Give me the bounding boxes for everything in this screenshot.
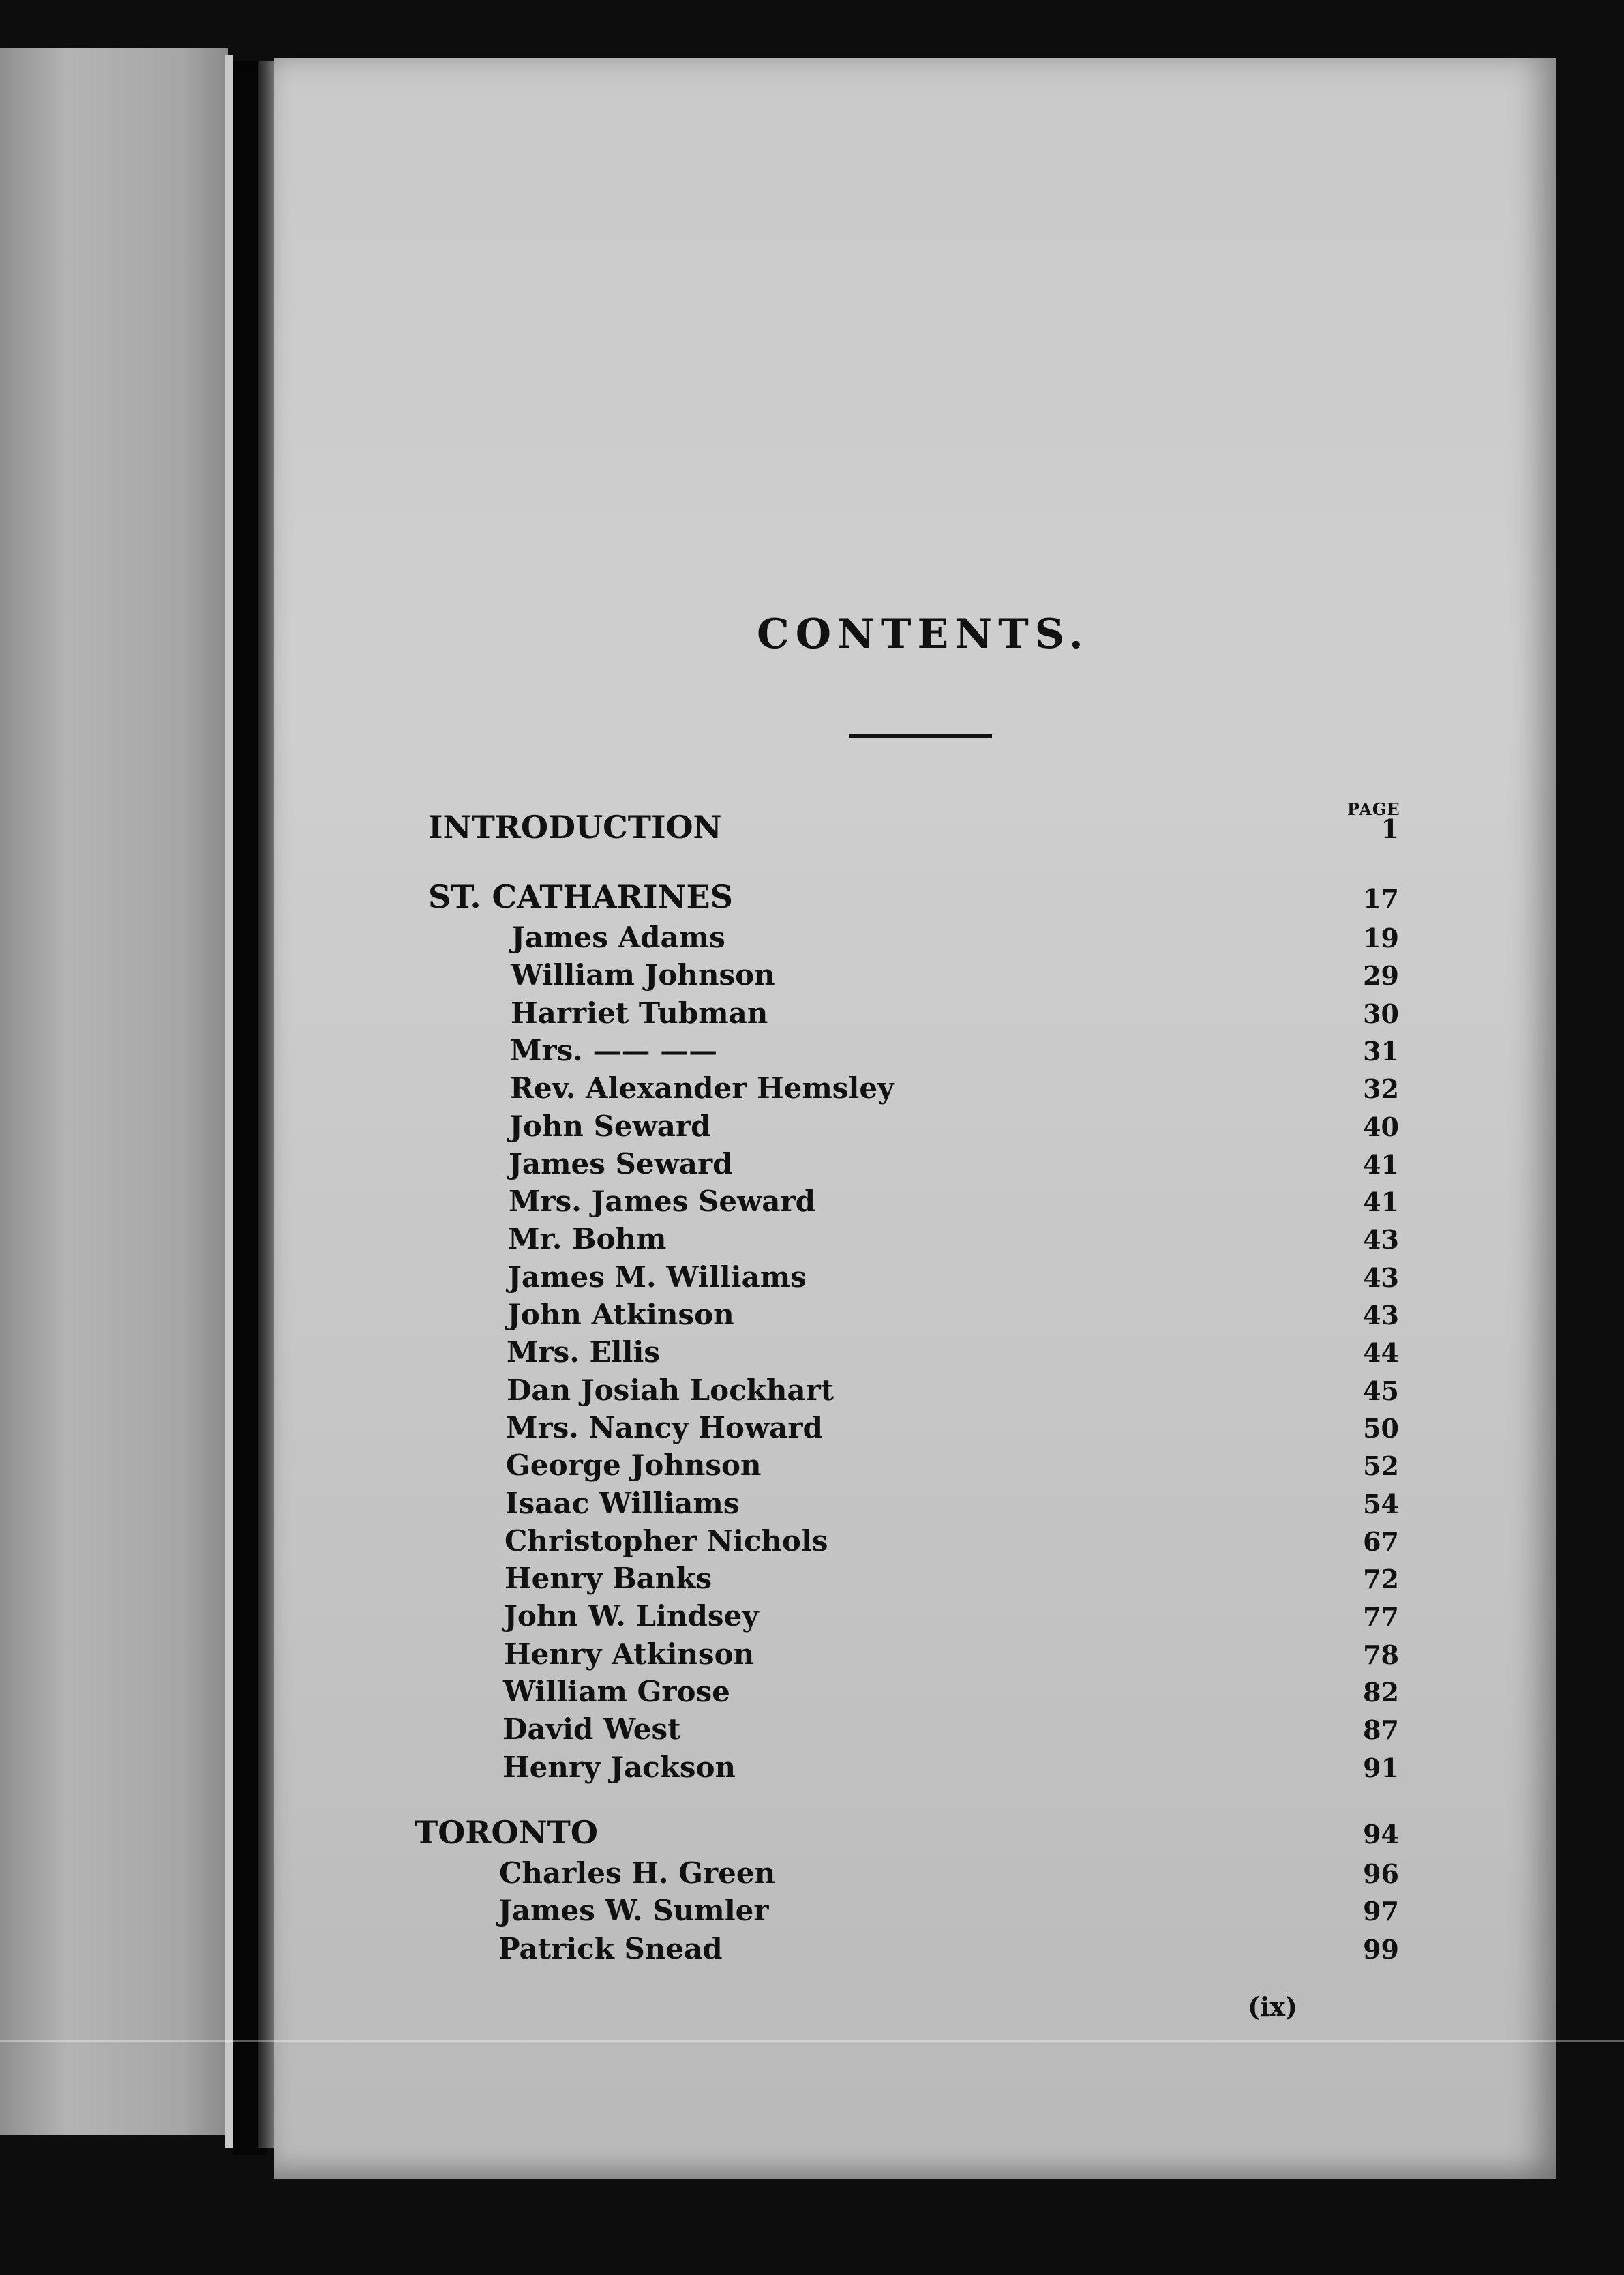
entry-title: George Johnson xyxy=(506,1448,762,1482)
dot-leader xyxy=(668,1356,1355,1362)
dot-leader xyxy=(742,1319,1355,1324)
page-number: 43 xyxy=(1363,1262,1399,1293)
entry-title: John Seward xyxy=(509,1110,711,1143)
page-number: 78 xyxy=(1363,1639,1399,1670)
dot-leader xyxy=(776,1017,1355,1023)
page-number: 50 xyxy=(1363,1413,1399,1444)
dot-leader xyxy=(824,1206,1355,1211)
page-number: 99 xyxy=(1363,1934,1399,1965)
entry-title: David West xyxy=(502,1712,681,1746)
dot-leader xyxy=(762,1659,1355,1664)
dot-leader xyxy=(777,1915,1355,1920)
toc-entry xyxy=(511,958,1399,992)
dot-leader xyxy=(675,1243,1355,1249)
dot-leader xyxy=(903,1092,1355,1098)
page-number: 45 xyxy=(1363,1376,1399,1406)
entry-title: John W. Lindsey xyxy=(504,1599,759,1633)
page-column-label: PAGE xyxy=(1347,799,1400,819)
dot-leader xyxy=(730,833,1358,838)
page-number: 94 xyxy=(1363,1819,1399,1849)
toc-entry xyxy=(502,1751,1399,1784)
section-title: TORONTO xyxy=(415,1814,598,1851)
toc-entry xyxy=(510,1034,1399,1067)
entry-title: Harriet Tubman xyxy=(511,996,768,1030)
page-number: 52 xyxy=(1363,1451,1399,1481)
section-title: ST. CATHARINES xyxy=(428,878,733,915)
entry-title: James W. Sumler xyxy=(498,1894,769,1927)
dot-leader xyxy=(741,902,1355,908)
entry-title: Dan Josiah Lockhart xyxy=(507,1373,834,1407)
entry-title: Charles H. Green xyxy=(499,1856,776,1890)
toc-entry xyxy=(510,1071,1399,1105)
section-title: INTRODUCTION xyxy=(428,809,722,846)
page-number: 72 xyxy=(1363,1564,1399,1594)
page-number: 54 xyxy=(1363,1489,1399,1519)
dot-leader xyxy=(783,979,1355,985)
page-number: 77 xyxy=(1363,1601,1399,1632)
page-number: 43 xyxy=(1363,1224,1399,1255)
toc-entry xyxy=(507,1373,1399,1407)
page-title: CONTENTS. xyxy=(757,610,1089,658)
toc-entry xyxy=(506,1448,1399,1482)
scan-line xyxy=(0,2040,1624,2042)
page-number: 17 xyxy=(1363,883,1399,914)
entry-title: Mr. Bohm xyxy=(508,1222,667,1255)
toc-entry xyxy=(508,1260,1399,1294)
toc-entry xyxy=(505,1562,1399,1595)
entry-title: Mrs. James Seward xyxy=(509,1185,815,1218)
dot-leader xyxy=(720,1583,1355,1588)
dot-leader xyxy=(725,1055,1355,1060)
page-number: 87 xyxy=(1363,1714,1399,1745)
toc-entry xyxy=(509,1147,1399,1180)
entry-title: James Adams xyxy=(511,921,725,954)
entry-title: Henry Banks xyxy=(505,1562,712,1595)
page-number: 97 xyxy=(1363,1896,1399,1927)
entry-title: John Atkinson xyxy=(507,1298,734,1331)
entry-title: Christopher Nichols xyxy=(505,1524,828,1558)
toc-entry xyxy=(507,1335,1399,1369)
entry-title: Mrs. Ellis xyxy=(507,1335,661,1369)
dot-leader xyxy=(815,1281,1355,1287)
entry-title: Rev. Alexander Hemsley xyxy=(510,1071,894,1105)
toc-entry xyxy=(502,1712,1399,1746)
dot-leader xyxy=(783,1877,1355,1883)
dot-leader xyxy=(767,1620,1355,1626)
dot-leader xyxy=(831,1432,1355,1438)
dot-leader xyxy=(747,1508,1355,1513)
toc-entry xyxy=(498,1932,1399,1965)
toc-entry xyxy=(511,921,1399,954)
toc-section xyxy=(428,878,1399,915)
page-number: 67 xyxy=(1363,1526,1399,1557)
entry-title: Henry Jackson xyxy=(502,1751,736,1784)
dot-leader xyxy=(740,1168,1355,1174)
entry-title: Isaac Williams xyxy=(505,1487,740,1520)
page-number: 30 xyxy=(1363,998,1399,1029)
page-number: 1 xyxy=(1381,814,1399,844)
toc-entry xyxy=(507,1298,1399,1331)
page-number: 41 xyxy=(1363,1149,1399,1180)
entry-title: James M. Williams xyxy=(508,1260,807,1294)
toc-entry xyxy=(504,1599,1399,1633)
page-number: 31 xyxy=(1363,1036,1399,1067)
entry-title: James Seward xyxy=(509,1147,733,1180)
toc-entry xyxy=(508,1222,1399,1255)
entry-title: William Grose xyxy=(503,1675,730,1708)
dot-leader xyxy=(689,1734,1355,1739)
dot-leader xyxy=(770,1470,1355,1475)
page-number: 96 xyxy=(1363,1858,1399,1889)
entry-title: Mrs. Nancy Howard xyxy=(506,1411,823,1444)
toc-entry xyxy=(506,1411,1399,1444)
entry-title: Patrick Snead xyxy=(498,1932,723,1965)
toc-entry xyxy=(511,996,1399,1030)
dot-leader xyxy=(734,942,1355,947)
toc-entry xyxy=(509,1110,1399,1143)
entry-title: Henry Atkinson xyxy=(504,1637,755,1671)
page-number: 41 xyxy=(1363,1187,1399,1217)
toc-entry xyxy=(498,1894,1399,1927)
dot-leader xyxy=(731,1953,1355,1959)
toc-entry xyxy=(499,1856,1399,1890)
page-number: 44 xyxy=(1363,1337,1399,1368)
dot-leader xyxy=(842,1395,1355,1400)
toc-entry xyxy=(503,1675,1399,1708)
page-number: 91 xyxy=(1363,1753,1399,1783)
toc-section xyxy=(415,1814,1399,1851)
dot-leader xyxy=(606,1838,1355,1843)
dot-leader xyxy=(837,1545,1355,1551)
toc-entry xyxy=(505,1487,1399,1520)
page-number: 32 xyxy=(1363,1073,1399,1104)
page-folio: (ix) xyxy=(1248,1991,1298,2022)
toc-entry xyxy=(509,1185,1399,1218)
page-number: 40 xyxy=(1363,1112,1399,1142)
dot-leader xyxy=(744,1772,1355,1777)
page-number: 82 xyxy=(1363,1677,1399,1708)
toc-entry xyxy=(505,1524,1399,1558)
entry-title: William Johnson xyxy=(511,958,775,992)
dot-leader xyxy=(719,1131,1355,1136)
page-number: 29 xyxy=(1363,960,1399,991)
dot-leader xyxy=(738,1696,1355,1701)
page-number: 43 xyxy=(1363,1300,1399,1330)
entry-title: Mrs. —— —— xyxy=(510,1034,718,1067)
page-number: 19 xyxy=(1363,923,1399,953)
toc-entry xyxy=(504,1637,1399,1671)
toc-section xyxy=(428,809,1399,846)
